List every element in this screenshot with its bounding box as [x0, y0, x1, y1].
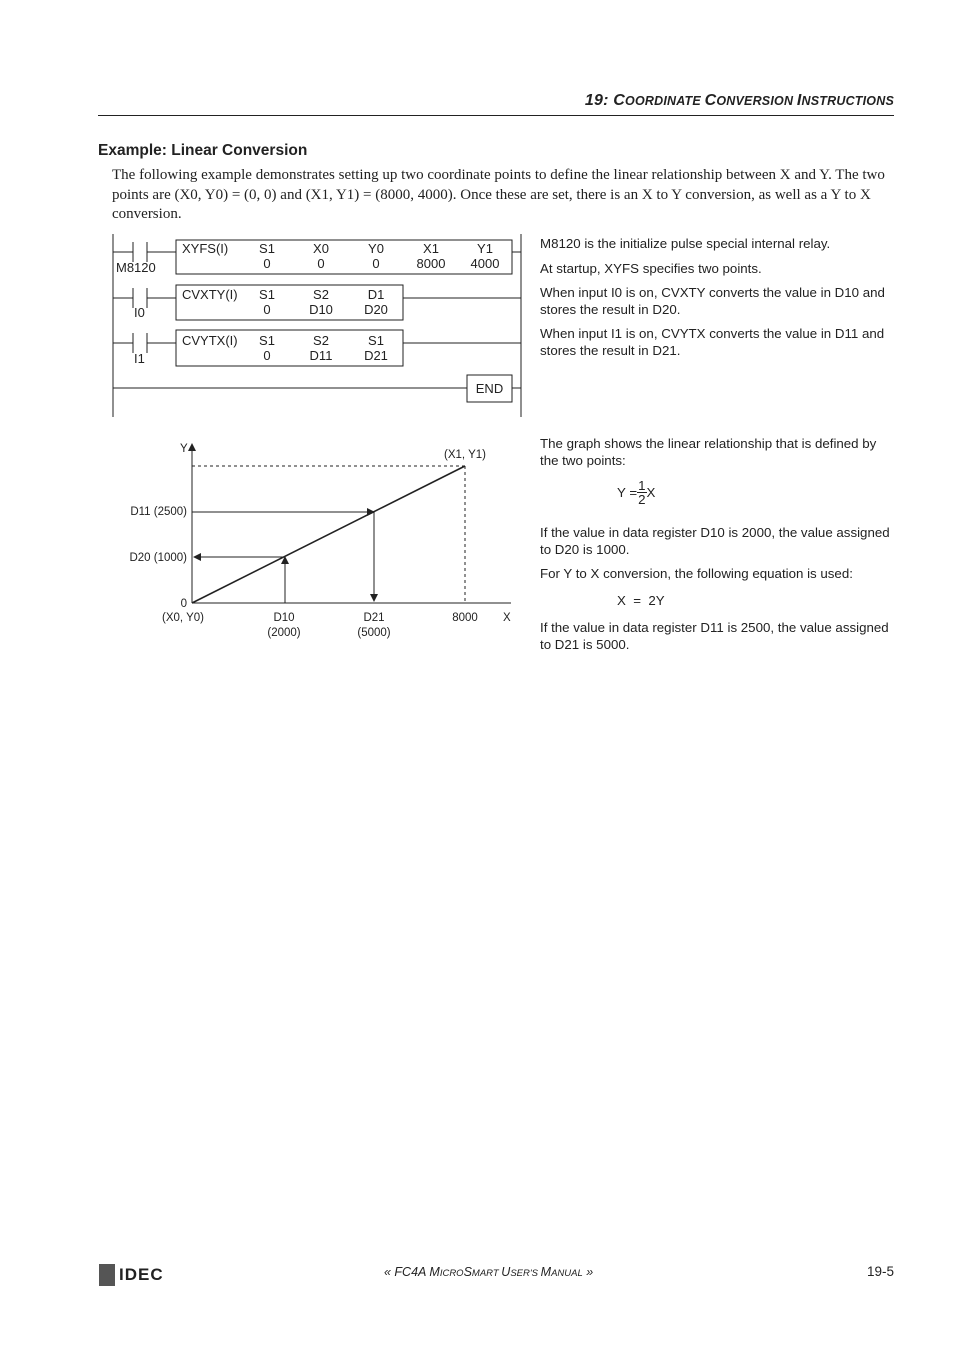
operand-value: 0 — [317, 256, 325, 271]
operand-name: S2 — [313, 287, 329, 302]
intro-paragraph: The following example demonstrates setting up two coordinate points to define the linear relationship between X and Y. The two points are (X0, Y0) = (0, 0) and (X1, Y1) = (8000, 4000). Once these are set, there is an X to Y conversion, as well as a Y to X conversion. — [112, 167, 885, 222]
manual-title-part: MART — [471, 1268, 502, 1279]
graph-note: The graph shows the linear relationship that is defined by the two points: — [540, 436, 877, 469]
fraction — [637, 479, 646, 506]
chapter-title-part: I — [796, 92, 802, 109]
operand-name: X0 — [313, 241, 329, 256]
chapter-title-prefix: 19: C — [584, 92, 626, 109]
logo-text: IDEC — [119, 1265, 164, 1284]
operand-value: 0 — [263, 348, 271, 363]
ladder-diagram — [0, 0, 954, 430]
operand-name: S1 — [368, 333, 384, 348]
x-tick-d10-value: (2000) — [267, 627, 301, 639]
operand-name: S2 — [313, 333, 329, 348]
operand-value: 8000 — [416, 256, 446, 271]
end-label: END — [475, 381, 504, 396]
operand-name: Y0 — [368, 241, 384, 256]
x-tick-max: 8000 — [452, 612, 478, 624]
origin-label: 0 — [180, 598, 187, 610]
chapter-title-part: ONVERSION — [716, 94, 797, 108]
operand-name: X1 — [423, 241, 439, 256]
instruction-name: CVXTY(I) — [182, 287, 238, 302]
chapter-title-part: OORDINATE — [625, 94, 705, 108]
operand-value: D21 — [364, 348, 388, 363]
end-point-label: (X1, Y1) — [444, 449, 486, 461]
ladder-note: When input I1 is on, CVYTX converts the value in D11 and stores the result in D21. — [540, 326, 885, 359]
fraction-denominator: 2 — [638, 492, 646, 507]
chapter-title-part: NSTRUCTIONS — [801, 94, 894, 108]
manual-title — [384, 1265, 593, 1279]
operand-value: 0 — [263, 302, 271, 317]
operand-name: Y1 — [477, 241, 493, 256]
ladder-note: M8120 is the initialize pulse special internal relay. — [540, 236, 831, 251]
y-tick-d11: D11 (2500) — [130, 506, 187, 518]
contact-label: I0 — [134, 305, 145, 320]
operand-value: 0 — [263, 256, 271, 271]
section-heading: Example: Linear Conversion — [98, 142, 308, 159]
operand-value: D11 — [309, 348, 333, 363]
operand-name: S1 — [259, 287, 275, 302]
operand-name: D1 — [367, 287, 385, 302]
manual-title-part: ANUAL — [551, 1268, 583, 1279]
chapter-title-part: C — [704, 92, 717, 109]
operand-value: 4000 — [470, 256, 500, 271]
graph-note: If the value in data register D10 is 2000, the value assigned to D20 is 1000. — [540, 525, 890, 558]
idec-logo — [99, 1264, 164, 1286]
logo-mark — [99, 1264, 115, 1286]
page-number: 19-5 — [866, 1264, 894, 1279]
linear-graph — [0, 430, 540, 650]
manual-title-part: M — [540, 1265, 552, 1279]
y-tick-d20: D20 (1000) — [129, 552, 187, 564]
ladder-note: At startup, XYFS specifies two points. — [540, 261, 762, 276]
graph-note: For Y to X conversion, the following equation is used: — [540, 566, 853, 581]
equation-y-half-x — [617, 479, 655, 506]
instruction-name: XYFS(I) — [182, 241, 229, 256]
instruction-name: CVYTX(I) — [182, 333, 238, 348]
manual-title-part: » — [582, 1265, 594, 1279]
x-tick-d21: D21 — [363, 612, 385, 624]
manual-title-part: S — [463, 1265, 472, 1279]
operand-value: D20 — [364, 302, 388, 317]
y-axis-label: Y — [180, 443, 188, 455]
x-tick-d21-value: (5000) — [357, 627, 391, 639]
x-axis-label: X — [503, 612, 511, 624]
operand-name: S1 — [259, 241, 275, 256]
contact-label: I1 — [134, 351, 145, 366]
contact-label: M8120 — [116, 260, 156, 275]
equation-left: Y = — [617, 485, 638, 500]
manual-title-part: « FC4A M — [384, 1265, 440, 1279]
conversion-line — [192, 466, 465, 603]
manual-title-part: ICRO — [439, 1268, 464, 1279]
manual-title-part: U — [501, 1265, 511, 1279]
x-tick-d10: D10 — [273, 612, 295, 624]
operand-value: D10 — [309, 302, 333, 317]
equation-right: X — [646, 485, 656, 500]
graph-note: If the value in data register D11 is 2500, the value assigned to D21 is 5000. — [540, 620, 889, 653]
operand-name: S1 — [259, 333, 275, 348]
equation-x-2y: X = 2Y — [617, 593, 665, 608]
manual-title-part: SER'S — [510, 1268, 541, 1279]
origin-point-label: (X0, Y0) — [162, 612, 204, 624]
ladder-note: When input I0 is on, CVXTY converts the value in D10 and stores the result in D20. — [540, 285, 885, 318]
fraction-numerator: 1 — [638, 478, 646, 493]
operand-value: 0 — [372, 256, 380, 271]
